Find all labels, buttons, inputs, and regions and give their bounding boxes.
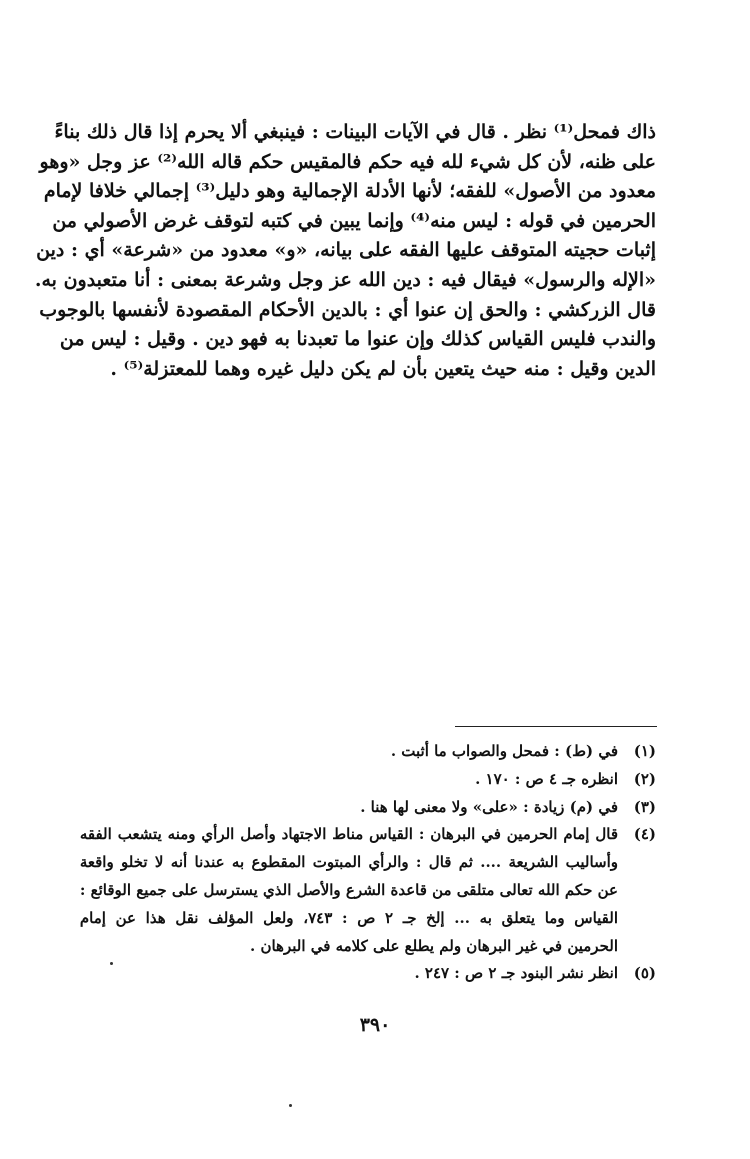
footnote-line: انظر نشر البنود جـ ٢ ص : ٢٤٧ . [414, 964, 618, 983]
footnote-number: (٥) [633, 964, 656, 983]
main-text-body [34, 118, 656, 384]
footnote-5 [96, 960, 656, 988]
main-text-line: الدين وقيل : منه حيث يتعين بأن لم يكن دليل غيره وهما للمعتزلة⁽⁵⁾ . [110, 357, 656, 380]
footnote-line: القياس وما يتعلق به ... إلخ جـ ٢ ص : ٧٤٣، ولعل المؤلف نقل هذا عن إمام [79, 908, 618, 927]
scan-speck [110, 962, 113, 965]
footnote-line: عن حكم الله تعالى متلقى من قاعدة الشرع والأصل الذي يسترسل على جميع الوقائع : [79, 880, 618, 899]
footnote-line: الحرمين في غير البرهان ولم يطلع على كلامه في البرهان . [250, 936, 618, 955]
footnote-4 [79, 821, 656, 960]
footnote-line: في (م) زيادة : «على» ولا معنى لها هنا . [360, 797, 618, 816]
footnote-line: انظره جـ ٤ ص : ١٧٠ . [475, 769, 618, 788]
footnote-line: وأساليب الشريعة .... ثم قال : والرأي المبتوت المقطوع به عندنا أنه لا تخلو واقعة [79, 853, 618, 872]
footnote-number: (٣) [633, 797, 656, 816]
main-text-line: إثبات حجيته المتوقف عليها الفقه على بيانه، «و» معدود من «شرعة» أي : دين [36, 239, 656, 262]
scan-speck [289, 1104, 292, 1107]
main-text-line: قال الزركشي : والحق إن عنوا أي : بالدين الأحكام المقصودة لأنفسها بالوجوب [39, 298, 656, 321]
footnote-1 [96, 738, 656, 766]
main-text-line: معدود من الأصول» للفقه؛ لأنها الأدلة الإجمالية وهو دليل⁽³⁾ إجمالي خلافا لإمام [43, 180, 656, 203]
footnote-text [80, 821, 618, 960]
footnote-number: (٢) [633, 769, 656, 788]
footnotes-section [79, 738, 656, 988]
footnote-text [96, 794, 618, 822]
main-text-line: «الإله والرسول» فيقال فيه : دين الله عز وجل وشرعة بمعنى : أنا متعبدون به. [34, 268, 656, 291]
footnote-text [96, 738, 618, 766]
footnote-line: قال إمام الحرمين في البرهان : القياس مناط الاجتهاد وأصل الرأي ومنه يتشعب الفقه [79, 825, 618, 844]
main-text-line: الحرمين في قوله : ليس منه⁽⁴⁾ وإنما يبين في كتبه لتوقف غرض الأصولي من [52, 209, 656, 232]
main-text-line: على ظنه، لأن كل شيء لله فيه حكم فالمقيس حكم قاله الله⁽²⁾ عز وجل «وهو [39, 150, 656, 173]
footnote-separator [455, 726, 657, 727]
footnote-line: في (ط) : فمحل والصواب ما أثبت . [390, 742, 618, 760]
footnote-3 [96, 794, 656, 822]
main-text-line: والندب فليس القياس كذلك وإن عنوا ما تعبدنا به فهو دين . وقيل : ليس من [59, 328, 656, 351]
page-number: ٣٩٠ [359, 1014, 391, 1036]
footnote-number: (٤) [633, 825, 656, 844]
footnote-text [96, 960, 618, 988]
footnote-2 [96, 766, 656, 794]
footnote-number: (١) [633, 742, 656, 760]
footnote-text [96, 766, 618, 794]
main-text-line: ذاك فمحل⁽¹⁾ نظر . قال في الآيات البينات : فينبغي ألا يحرم إذا قال ذلك بناءً [54, 121, 656, 143]
